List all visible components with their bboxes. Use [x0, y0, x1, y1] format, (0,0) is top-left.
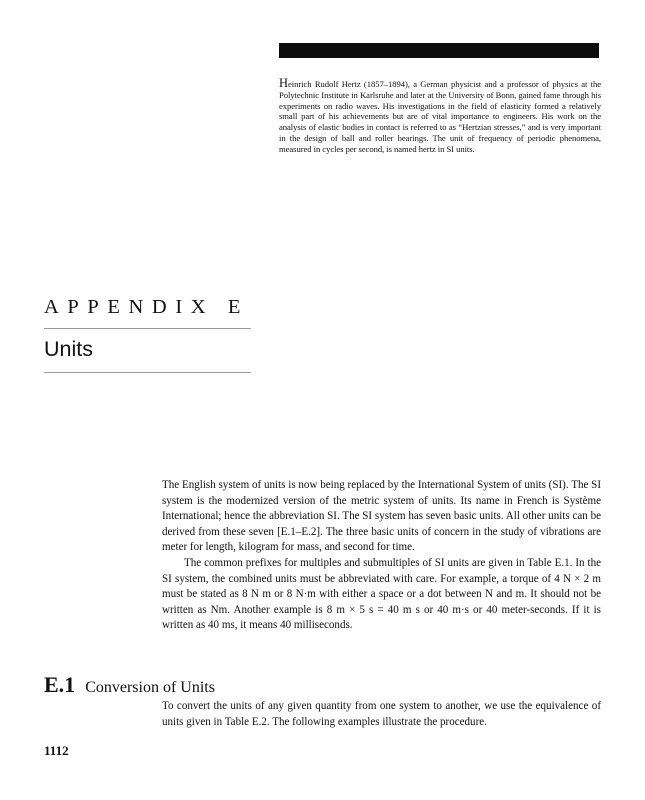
biography-sidebar	[279, 78, 601, 155]
body-paragraph: The English system of units is now being replaced by the International System of units (SI). The SI system is the modernized version of the metric system of units. Its name in French is Système International; hence the abbreviation SI. The SI system has seven basic units. All other units can be derived from these seven [E.1–E.2]. The three basic units of concern in the study of vibrations are meter for length, kilogram for mass, and second for time.	[162, 479, 601, 554]
section-title: Conversion of Units	[85, 679, 215, 696]
section-heading	[44, 672, 215, 698]
section-paragraph: To convert the units of any given quantity from one system to another, we use the equivalence of units given in Table E.2. The following examples illustrate the procedure.	[162, 700, 601, 728]
body-paragraph: The common prefixes for multiples and submultiples of SI units are given in Table E.1. In the SI system, the combined units must be abbreviated with care. For example, a torque of 4 N × 2 m must be stated as 8 N m or 8 N·m with either a space or a dot between N and m. It should not be written as Nm. Another example is 8 m × 5 s = 40 m s or 40 m·s or 40 meter-seconds. If it is written as 40 ms, it means 40 milliseconds.	[162, 556, 601, 632]
intro-body	[162, 478, 601, 634]
bio-text: einrich Rudolf Hertz (1857–1894), a German physicist and a professor of physics at the Polytechnic Institute in Karlsruhe and later at the University of Bonn, gained fame through his experiments on radio waves. His investigations in the field of elasticity formed a relatively small part of his achievements but are of vital importance to engineers. His work on the analysis of elastic bodies in contact is referred to as “Hertzian stresses,” and is very important in the design of ball and roller bearings. The unit of frequency of periodic phenomena, measured in cycles per second, is named hertz in SI units.	[279, 79, 601, 154]
section-number: E.1	[44, 672, 76, 697]
appendix-label: APPENDIX E	[44, 296, 250, 318]
divider-rule-bottom	[44, 372, 251, 373]
page-number: 1112	[44, 743, 69, 758]
section-body	[162, 699, 601, 730]
divider-rule-top	[44, 328, 251, 329]
bio-dropcap: H	[279, 76, 288, 90]
header-black-bar	[279, 43, 599, 58]
appendix-title: Units	[44, 337, 93, 361]
